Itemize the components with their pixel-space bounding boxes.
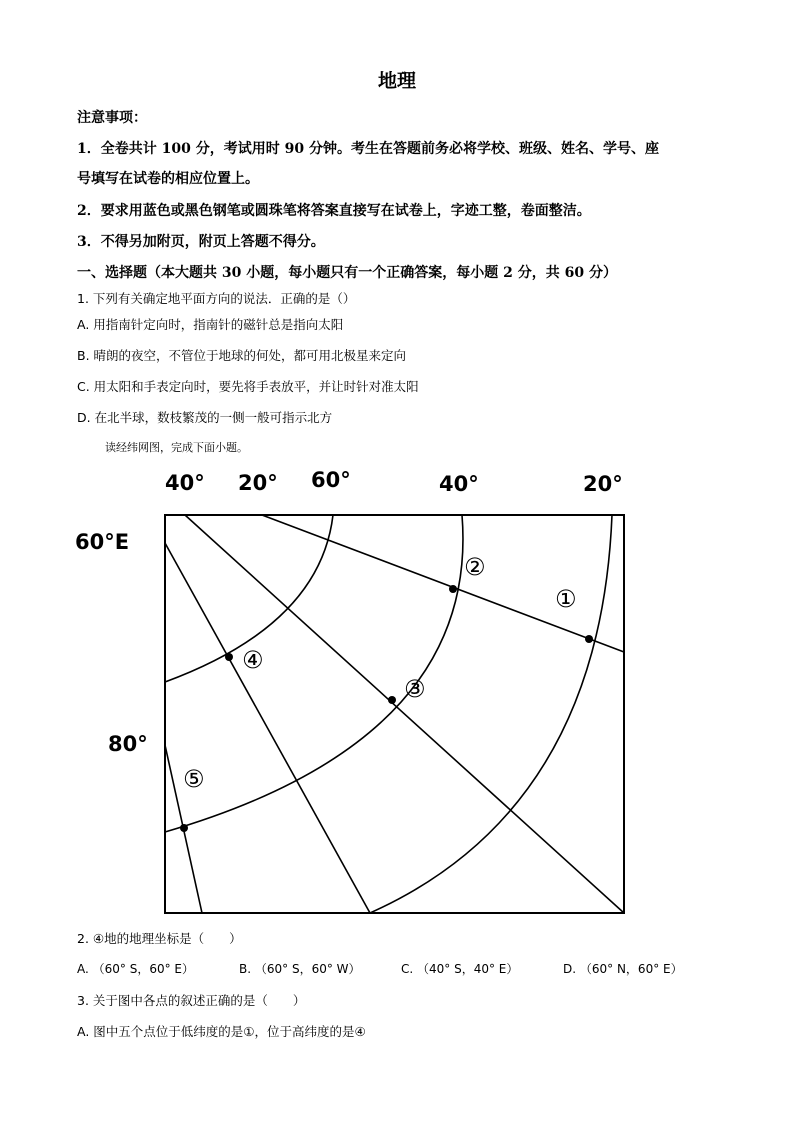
parallel-arc-middle (165, 515, 463, 832)
top-label-20-right: 20° (583, 472, 623, 496)
q2-option-b: B. （60° S，60° W） (239, 962, 361, 976)
top-label-60: 60° (311, 468, 351, 492)
parallel-arc-outer (370, 515, 612, 913)
section-heading: 一、选择题（本大题共 30 小题，每小题只有一个正确答案，每小题 2 分，共 60 分） (77, 265, 617, 281)
meridian-line-2 (165, 543, 370, 913)
map-intro: 读经纬网图，完成下面小题。 (105, 441, 248, 454)
point-1-label: ① (555, 585, 577, 613)
point-4-dot (225, 653, 233, 661)
q2-option-d: D. （60° N，60° E） (563, 962, 683, 976)
page-title: 地理 (377, 70, 416, 92)
point-3-label: ③ (404, 675, 426, 703)
top-label-20-left: 20° (238, 471, 278, 495)
notice-item-1-cont: 号填写在试卷的相应位置上。 (77, 171, 259, 187)
q3-stem: 3. 关于图中各点的叙述正确的是（ ） (77, 993, 306, 1008)
q1-option-d: D. 在北半球，数枝繁茂的一侧一般可指示北方 (77, 410, 333, 425)
map-frame (165, 515, 624, 913)
q1-option-b: B. 晴朗的夜空，不管位于地球的何处，都可用北极星来定向 (77, 348, 407, 363)
q2-option-c: C. （40° S，40° E） (401, 962, 519, 976)
notice-heading: 注意事项： (77, 110, 147, 126)
q2-stem: 2. ④地的地理坐标是（ ） (77, 931, 242, 946)
point-4-label: ④ (242, 646, 264, 674)
point-2-dot (449, 585, 457, 593)
q2-option-a: A. （60° S，60° E） (77, 962, 194, 976)
point-3-dot (388, 696, 396, 704)
point-5-label: ⑤ (183, 765, 205, 793)
top-label-40-left: 40° (165, 471, 205, 495)
point-2-label: ② (464, 553, 486, 581)
top-label-40-right: 40° (439, 472, 479, 496)
q3-option-a: A. 图中五个点位于低纬度的是①，位于高纬度的是④ (77, 1024, 366, 1039)
left-label-60e: 60°E (75, 530, 130, 554)
notice-item-1: 1．全卷共计 100 分，考试用时 90 分钟。考生在答题前务必将学校、班级、姓名、学号、座 (77, 141, 659, 157)
meridian-line-3 (262, 515, 624, 652)
notice-item-3: 3．不得另加附页，附页上答题不得分。 (77, 234, 325, 250)
left-label-80: 80° (108, 732, 148, 756)
q1-stem: 1. 下列有关确定地平面方向的说法．正确的是（） (77, 291, 356, 306)
q1-option-c: C. 用太阳和手表定向时，要先将手表放平，并让时针对准太阳 (77, 379, 419, 394)
point-1-dot (585, 635, 593, 643)
graticule-map (0, 455, 794, 925)
q1-option-a: A. 用指南针定向时，指南针的磁针总是指向太阳 (77, 317, 344, 332)
notice-item-2: 2．要求用蓝色或黑色钢笔或圆珠笔将答案直接写在试卷上，字迹工整，卷面整洁。 (77, 203, 591, 219)
q2-options (77, 960, 683, 977)
point-5-dot (180, 824, 188, 832)
meridian-line-1 (185, 515, 624, 913)
